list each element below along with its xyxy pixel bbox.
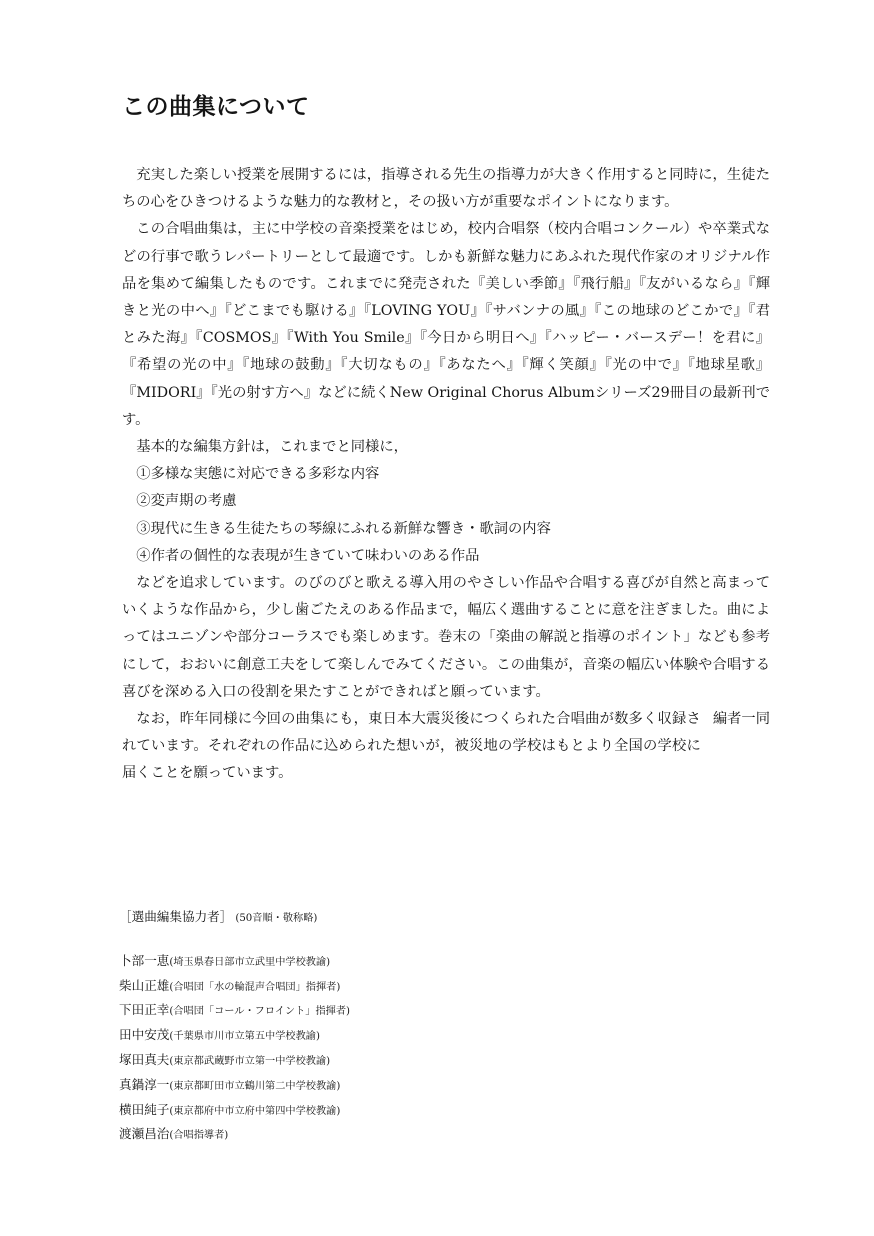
contributor-name: 柴山正雄 (119, 977, 170, 993)
contributor-row (119, 999, 719, 1024)
contributor-row (119, 950, 719, 975)
policy-item: ③現代に生きる生徒たちの琴線にふれる新鮮な響き・歌詞の内容 (136, 520, 551, 537)
contributor-row (119, 1099, 719, 1124)
contributors-heading-label: ［選曲編集協力者］ (119, 909, 233, 924)
final-paragraph-block (122, 706, 770, 788)
contributor-name: 真鍋淳一 (119, 1076, 170, 1092)
paragraph-collection-description: この合唱曲集は，主に中学校の音楽授業をはじめ，校内合唱祭（校内合唱コンクール）や卒業式などの行事で歌うレパートリーとして最適です。しかも新鮮な魅力にあふれた現代作家のオリジナル作品を集めて編集したものです。これまでに発売された『美しい季節』『飛行船』『友がいるなら』『輝きと光の中へ』『どこまでも駆ける』『LOVING YOU』『サバンナの風』『この地球のどこかで』『君とみた海』『COSMOS』『With You Smile』『今日から明日へ』『ハッピー・バースデー！を君に』『希望の光の中』『地球の鼓動』『大切なもの』『あなたへ』『輝く笑顔』『光の中で』『地球星歌』『MIDORI』『光の射す方へ』などに続くNew Original Chorus Albumシリーズ29冊目の最新刊です。 (122, 221, 770, 428)
paragraph-intro: 充実した楽しい授業を展開するには，指導される先生の指導力が大きく作用すると同時に，生徒たちの心をひきつけるような魅力的な教材と，その扱い方が重要なポイントになります。 (122, 167, 770, 211)
contributor-row (119, 1074, 719, 1099)
contributor-name: 渡瀬昌治 (119, 1126, 170, 1142)
paragraph-final: なお，昨年同様に今回の曲集にも，東日本大震災後につくられた合唱曲が数多く収録されています。それぞれの作品に込められた想いが，被災地の学校はもとより全国の学校に届くことを願っています。 (122, 711, 701, 782)
contributors-heading (119, 906, 719, 931)
contributor-name: 田中安茂 (119, 1027, 170, 1043)
page-title: この曲集について (122, 94, 310, 120)
paragraph-policy-lead: 基本的な編集方針は，これまでと同様に， (136, 439, 408, 456)
contributor-row (119, 1123, 719, 1148)
contributor-role: (千葉県市川市立第五中学校教諭) (169, 1031, 320, 1043)
policy-item: ①多様な実態に対応できる多彩な内容 (136, 466, 380, 483)
contributor-name: 下田正幸 (119, 1002, 170, 1018)
contributor-row (119, 1024, 719, 1049)
policy-item: ④作者の個性的な表現が生きていて味わいのある作品 (136, 547, 480, 564)
contributor-role: (東京都武蔵野市立第一中学校教諭) (169, 1055, 331, 1067)
contributor-name: 卜部一恵 (119, 952, 170, 968)
contributor-role: (合唱団「水の輪混声合唱団」指揮者) (169, 981, 341, 993)
contributor-role: (合唱指導者) (169, 1130, 229, 1142)
contributor-row (119, 1049, 719, 1074)
preface-body (122, 162, 770, 788)
contributor-role: (合唱団「コール・フロイント」指揮者) (169, 1006, 350, 1018)
policy-item: ②変声期の考慮 (136, 493, 237, 510)
contributor-name: 塚田真夫 (119, 1051, 170, 1067)
editorial-contributors (119, 906, 719, 1148)
contributors-heading-note: (50音順・敬称略) (235, 913, 318, 924)
signature: 編者一同 (712, 711, 770, 728)
contributor-role: (東京都府中市立府中第四中学校教諭) (169, 1105, 341, 1117)
contributor-role: (埼玉県春日部市立武里中学校教諭) (169, 956, 331, 968)
contributor-name: 横田純子 (119, 1101, 170, 1117)
contributor-role: (東京都町田市立鶴川第二中学校教諭) (169, 1080, 341, 1092)
paragraph-closing: などを追求しています。のびのびと歌える導入用のやさしい作品や合唱する喜びが自然と高まっていくような作品から，少し歯ごたえのある作品まで，幅広く選曲することに意を注ぎました。曲によってはユニゾンや部分コーラスでも楽しめます。巻末の「楽曲の解説と指導のポイント」なども参考にして，おおいに創意工夫をして楽しんでみてください。この曲集が，音楽の幅広い体験や合唱する喜びを深める入口の役割を果たすことができればと願っています。 (122, 575, 770, 700)
contributor-row (119, 975, 719, 1000)
